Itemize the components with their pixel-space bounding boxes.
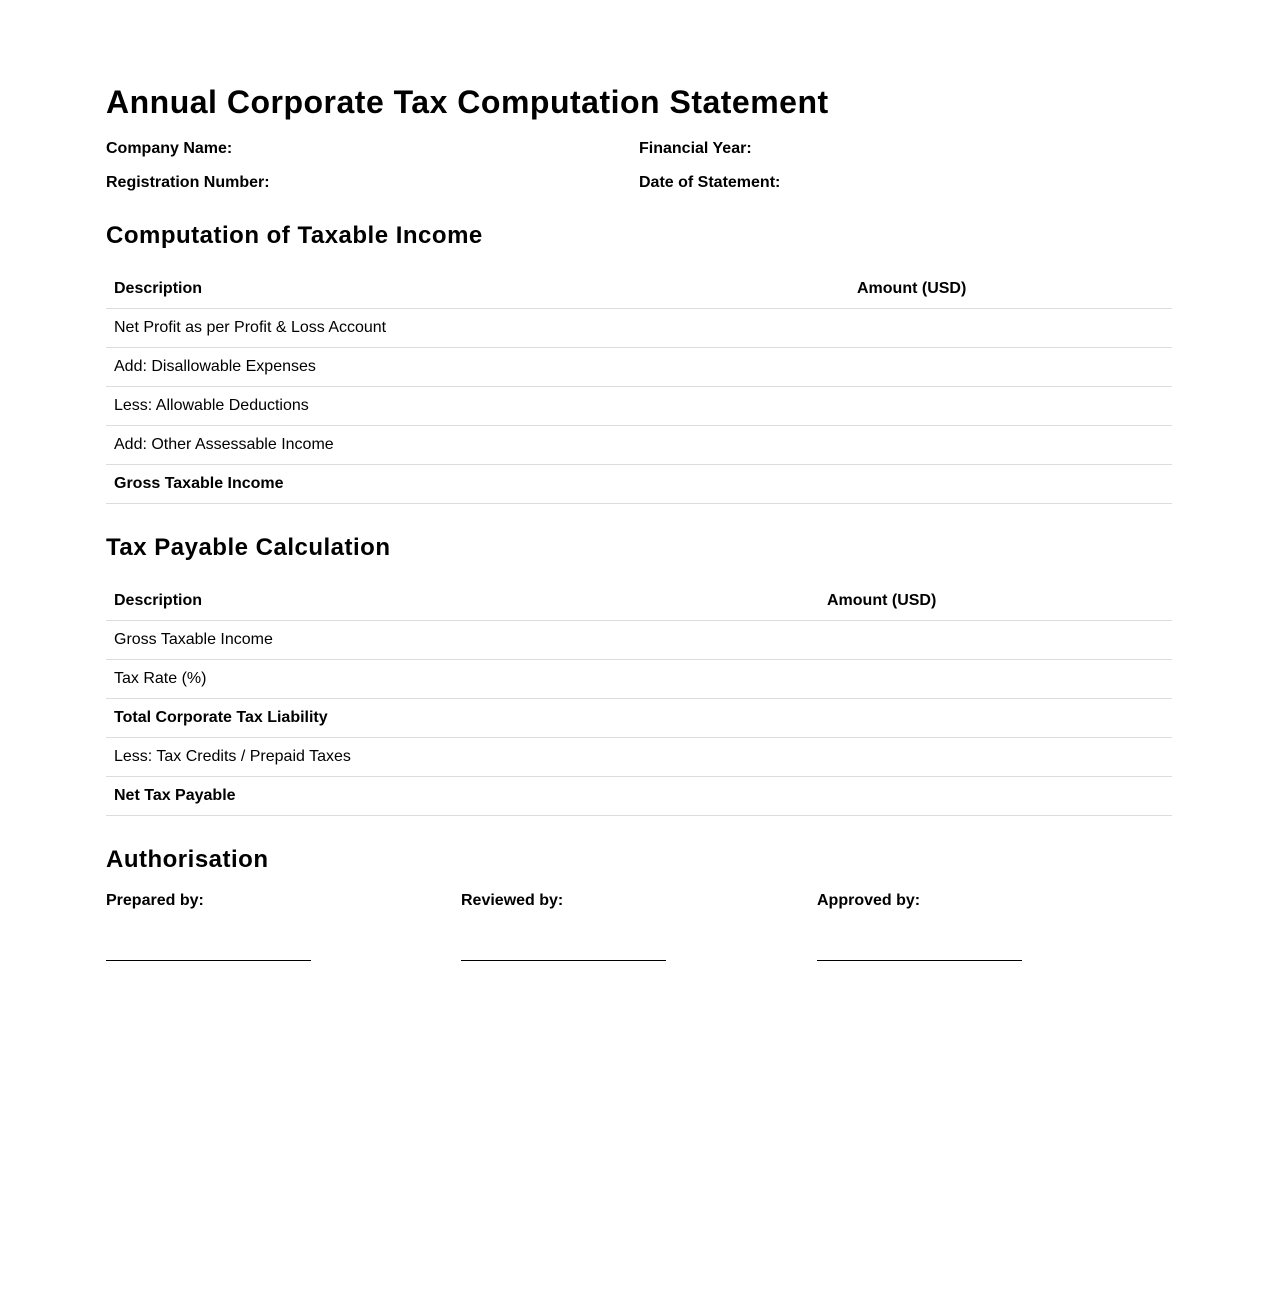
income-table [106,270,1172,504]
approved-by [817,892,1172,961]
signature-line [106,910,311,961]
table-row [106,309,1172,348]
description-header: Description [106,582,819,621]
income-heading: Computation of Taxable Income [106,222,483,249]
amount-cell [819,621,1172,660]
amount-cell [849,387,1172,426]
signature-line [461,910,666,961]
authorisation-heading: Authorisation [106,846,269,873]
registration-number-label: Registration Number: [106,174,270,191]
table-row [106,465,1172,504]
prepared-by [106,892,461,961]
table-row [106,621,1172,660]
table-row [106,348,1172,387]
table-row [106,699,1172,738]
document [106,80,1172,961]
approved-by-label: Approved by: [817,892,921,909]
signature-line [817,910,1022,961]
row-label: Add: Other Assessable Income [106,426,849,465]
company-name-label: Company Name: [106,140,233,157]
table-header [106,270,1172,309]
tax-table [106,582,1172,816]
page-title: Annual Corporate Tax Computation Statement [106,84,829,120]
row-label: Add: Disallowable Expenses [106,348,849,387]
reviewed-by [461,892,817,961]
amount-cell [819,738,1172,777]
row-label: Total Corporate Tax Liability [106,699,819,738]
financial-year-label: Financial Year: [639,140,752,157]
statement-date-label: Date of Statement: [639,174,781,191]
amount-header: Amount (USD) [819,582,1172,621]
description-header: Description [106,270,849,309]
amount-cell [819,777,1172,816]
row-label: Net Profit as per Profit & Loss Account [106,309,849,348]
amount-cell [819,699,1172,738]
signature-block [106,892,1172,961]
amount-cell [849,309,1172,348]
amount-cell [849,348,1172,387]
prepared-by-label: Prepared by: [106,892,204,909]
table-row [106,777,1172,816]
amount-header: Amount (USD) [849,270,1172,309]
row-label: Net Tax Payable [106,777,819,816]
table-row [106,426,1172,465]
tax-heading: Tax Payable Calculation [106,534,391,561]
row-label: Gross Taxable Income [106,465,849,504]
reviewed-by-label: Reviewed by: [461,892,564,909]
row-label: Gross Taxable Income [106,621,819,660]
amount-cell [849,465,1172,504]
table-row [106,738,1172,777]
row-label: Less: Allowable Deductions [106,387,849,426]
row-label: Tax Rate (%) [106,660,819,699]
table-header [106,582,1172,621]
table-row [106,660,1172,699]
amount-cell [819,660,1172,699]
amount-cell [849,426,1172,465]
company-details [106,140,1172,192]
row-label: Less: Tax Credits / Prepaid Taxes [106,738,819,777]
table-row [106,387,1172,426]
